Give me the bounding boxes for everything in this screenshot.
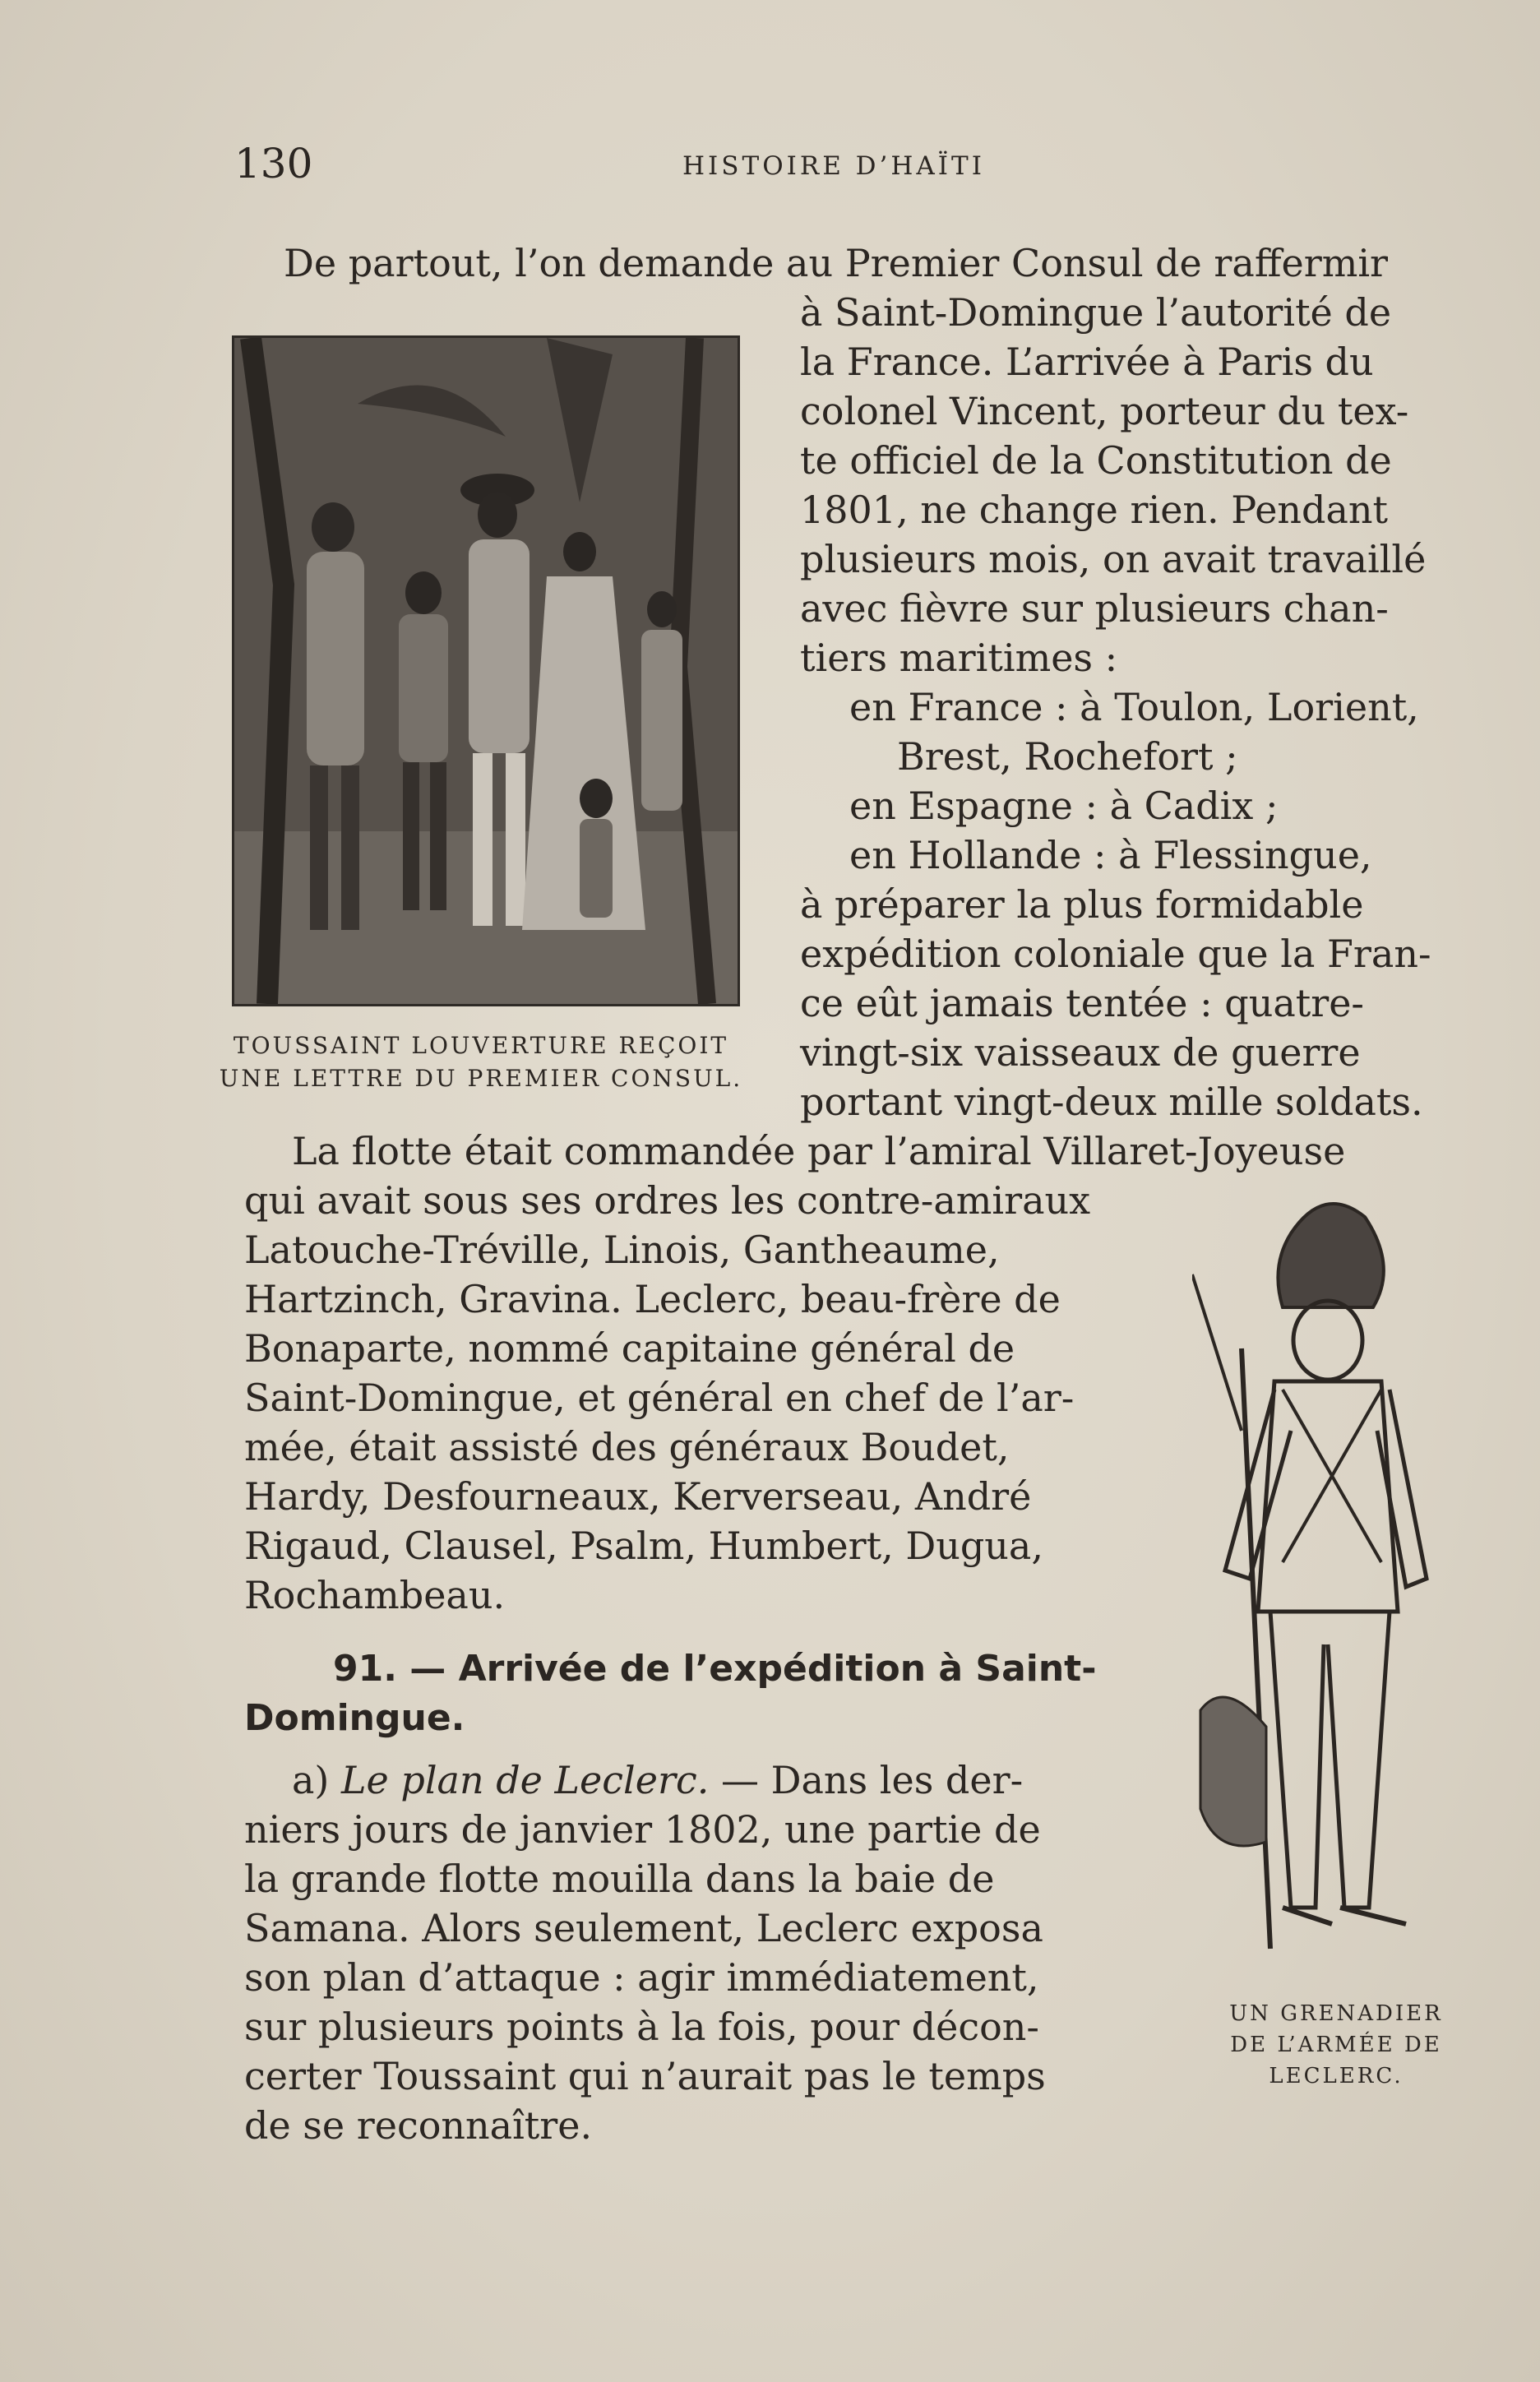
text-line: Hartzinch, Gravina. Leclerc, beau-frère de [244,1277,1061,1321]
text-line: qui avait sous ses ordres les contre-amiraux [244,1178,1091,1223]
text-line: avec fièvre sur plusieurs chan- [800,586,1389,631]
caption-left-line-2: UNE LETTRE DU PREMIER CONSUL. [219,1065,743,1092]
text-line: en Hollande : à Flessingue, [849,833,1372,877]
text-line: de se reconnaître. [244,2103,593,2148]
text-line: 1801, ne change rien. Pendant [800,488,1389,532]
caption-right-line-2: DE L’ARMÉE DE [1230,2033,1442,2057]
text-line: portant vingt-deux mille soldats. [800,1080,1423,1124]
text-line: De partout, l’on demande au Premier Consul de raffermir [284,241,1389,285]
text-span: — Dans les der- [720,1758,1024,1802]
text-line: son plan d’attaque : agir immédiatement, [244,1955,1039,2000]
page-number: 130 [234,140,313,187]
paragraph-2-first-line [292,1126,1468,1176]
section-heading-91 [333,1644,1163,1694]
text-line: Bonaparte, nommé capitaine général de [244,1326,1015,1371]
text-line: Rigaud, Clausel, Psalm, Humbert, Dugua, [244,1524,1043,1568]
text-line: certer Toussaint qui n’aurait pas le temps [244,2054,1046,2098]
illustration-grenadier [1192,1184,1439,1990]
page-header [234,140,1468,197]
text-line: Brest, Rochefort ; [897,734,1238,779]
caption-right [1184,1998,1488,2092]
paragraph-1-wrapped [800,288,1468,1126]
paragraph-3-first-line [292,1755,1163,1805]
section-heading-line-2: Domingue. [244,1697,465,1739]
text-line: niers jours de janvier 1802, une partie de [244,1807,1041,1852]
text-line: La flotte était commandée par l’amiral Villaret-Joyeuse [292,1129,1346,1173]
caption-left-line-1: TOUSSAINT LOUVERTURE REÇOIT [233,1032,729,1059]
text-line: sur plusieurs points à la fois, pour décon- [244,2005,1039,2049]
text-line: vingt-six vaisseaux de guerre [800,1030,1361,1075]
text-line: Rochambeau. [244,1573,506,1617]
text-line: Samana. Alors seulement, Leclerc exposa [244,1906,1043,1950]
text-line: la France. L’arrivée à Paris du [800,340,1374,384]
text-line: plusieurs mois, on avait travaillé [800,537,1427,581]
text-line: ce eût jamais tentée : quatre- [800,981,1364,1025]
paragraph-2-wrapped [244,1176,1165,1620]
list-marker: a) [292,1758,330,1802]
subsection-title: Le plan de Leclerc. [341,1758,710,1802]
caption-left [185,1029,777,1095]
section-heading-line-1: 91. — Arrivée de l’expédition à Saint- [333,1648,1097,1690]
text-line: à préparer la plus formidable [800,882,1364,927]
text-line: Saint-Domingue, et général en chef de l’ar- [244,1376,1075,1420]
text-line: colonel Vincent, porteur du tex- [800,389,1409,433]
illustration-toussaint-letter [232,335,740,1006]
paragraph-1-first-line [284,238,1468,288]
text-line: la grande flotte mouilla dans la baie de [244,1857,995,1901]
text-line: Latouche-Tréville, Linois, Gantheaume, [244,1228,1000,1272]
section-heading-91-cont [244,1694,820,1743]
text-line: expédition coloniale que la Fran- [800,932,1431,976]
text-line: en France : à Toulon, Lorient, [849,685,1419,729]
text-line: te officiel de la Constitution de [800,438,1392,483]
grenadier-drawing [1192,1184,1439,1990]
text-line: tiers maritimes : [800,636,1118,680]
engraving-scene [234,338,738,1004]
text-line: mée, était assisté des généraux Boudet, [244,1425,1010,1469]
running-title: HISTOIRE D’HAÏTI [682,151,985,181]
text-line: en Espagne : à Cadix ; [849,784,1279,828]
caption-right-line-3: LECLERC. [1269,2064,1404,2088]
text-line: à Saint-Domingue l’autorité de [800,290,1392,335]
paragraph-3-wrapped [244,1805,1165,2150]
text-line: Hardy, Desfourneaux, Kerverseau, André [244,1474,1032,1519]
caption-right-line-1: UN GRENADIER [1229,2001,1443,2026]
